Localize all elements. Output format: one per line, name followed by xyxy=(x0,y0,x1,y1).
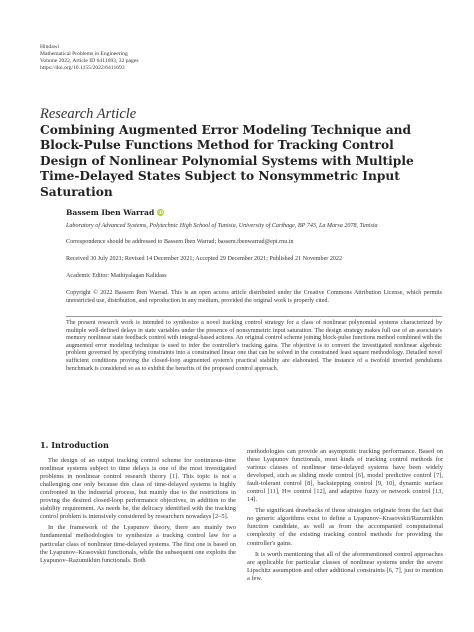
right-column xyxy=(247,448,443,586)
orcid-icon[interactable]: iD xyxy=(158,210,164,215)
volume-line: Volume 2022, Article ID 6411693, 32 pages xyxy=(40,58,139,64)
section-heading-introduction: 1. Introduction xyxy=(40,440,109,450)
paragraph: In the framework of the Lyapunov theory, there are mainly two fundamental methodologies to synthesize a tracking control law for a particular class of nonlinear time-delayed systems. The first one is based on the Lyapunov–Krasovskii functionals, while the subsequent one exploits the Lyapunov–Razumikhin functionals. Both xyxy=(40,524,236,564)
article-dates: Received 30 July 2021; Revised 14 December 2021; Accepted 29 December 2021; Published 21 November 2022 xyxy=(66,256,343,262)
abstract: The present research work is intended to synthesize a novel tracking control strategy for a class of nonlinear polynomial systems characterized by multiple well-defined delays in state variables under the presence of nonsymmetric input saturation. The design strategy makes full use of an associate's memory nonlinear state feedback control with integral-based actions. An original control scheme joining block-pulse functions method combined with the augmented error modeling technique is used to infer the controller's tracking gains. The objective is to convert the investigated nonlinear algebraic problem governed by specifying constraints into a constrained linear one that can be solved in the constrained least square methodology. Detailed novel sufficient conditions proving the closed-loop augmented system's practical stability are elaborated. The instance of a twofold inverted pendulums benchmark is considered so as to exhibit the benefits of the proposed control approach. xyxy=(66,320,442,372)
doi-link[interactable]: https://doi.org/10.1155/2022/6411693 xyxy=(40,65,125,71)
paragraph: methodologies can provide an asymptotic tracking performance. Based on these Lyapunov functionals, most kinds of tracking control methods for various classes of nonlinear time-delayed systems have been widely developed, such as sliding mode control [6], model predictive control [7], fault-tolerant control [8], backstepping control [9, 10], dynamic surface control [11], H∞ control [12], and adaptive fuzzy or network control [13, 14]. xyxy=(247,448,443,504)
journal-name: Mathematical Problems in Engineering xyxy=(40,51,128,57)
abstract-divider xyxy=(66,316,442,317)
paragraph: It is worth mentioning that all of the aforementioned control approaches are applicable for particular classes of nonlinear systems under the severe Lipschitz assumption and other additional constraints [6, 7], just to mention a few. xyxy=(247,550,443,582)
author-name: Bassem Iben Warrad xyxy=(66,208,155,217)
paragraph: The significant drawbacks of those strategies originate from the fact that no generic algorithms exist to define a Lyapunov–Krasovskii/Razumikhin function candidate, as well as from the accompanied computational complexity of the existing tracking control methods for providing the controller's gains. xyxy=(247,507,443,547)
author-line xyxy=(66,208,164,217)
copyright-notice: Copyright © 2022 Bassem Iben Warrad. This is an open access article distributed under the Creative Commons Attribution License, which permits unrestricted use, distribution, and reproduction in any medium, provided the original work is properly cited. xyxy=(66,290,442,304)
correspondence: Correspondence should be addressed to Bassem Iben Warrad; bassem.ibenwarrad@ept.rnu.tn xyxy=(66,239,294,245)
affiliation: Laboratory of Advanced Systems, Polytechnic High School of Tunisia, University of Carthage, BP 743, La Marsa 2078, Tunisia xyxy=(66,223,378,229)
paragraph: The design of an output tracking control scheme for continuous-time nonlinear systems subject to time delays is one of the most investigated problems in nonlinear control research theory [1]. This topic is not a challenging one only because this class of time-delayed systems is highly confronted in the industrial process, but mainly due to the restrictions in proving the desired closed-loop performance objectives, in addition to the stability requirement. As needs be, the delicacy identified with the tracking control problem is intensively considered by researchers nowadays [2–5]. xyxy=(40,457,236,521)
article-title: Combining Augmented Error Modeling Technique and Block-Pulse Functions Method for Tracking Control Design of Nonlinear Polynomial Systems with Multiple Time-Delayed States Subject to Nonsymmetric Input Saturation xyxy=(40,123,414,199)
article-type: Research Article xyxy=(40,106,137,122)
academic-editor: Academic Editor: Mathiyalagan Kalidass xyxy=(66,273,167,279)
publication-info xyxy=(40,44,139,72)
left-column xyxy=(40,441,236,568)
publisher-name: Hindawi xyxy=(40,44,60,50)
